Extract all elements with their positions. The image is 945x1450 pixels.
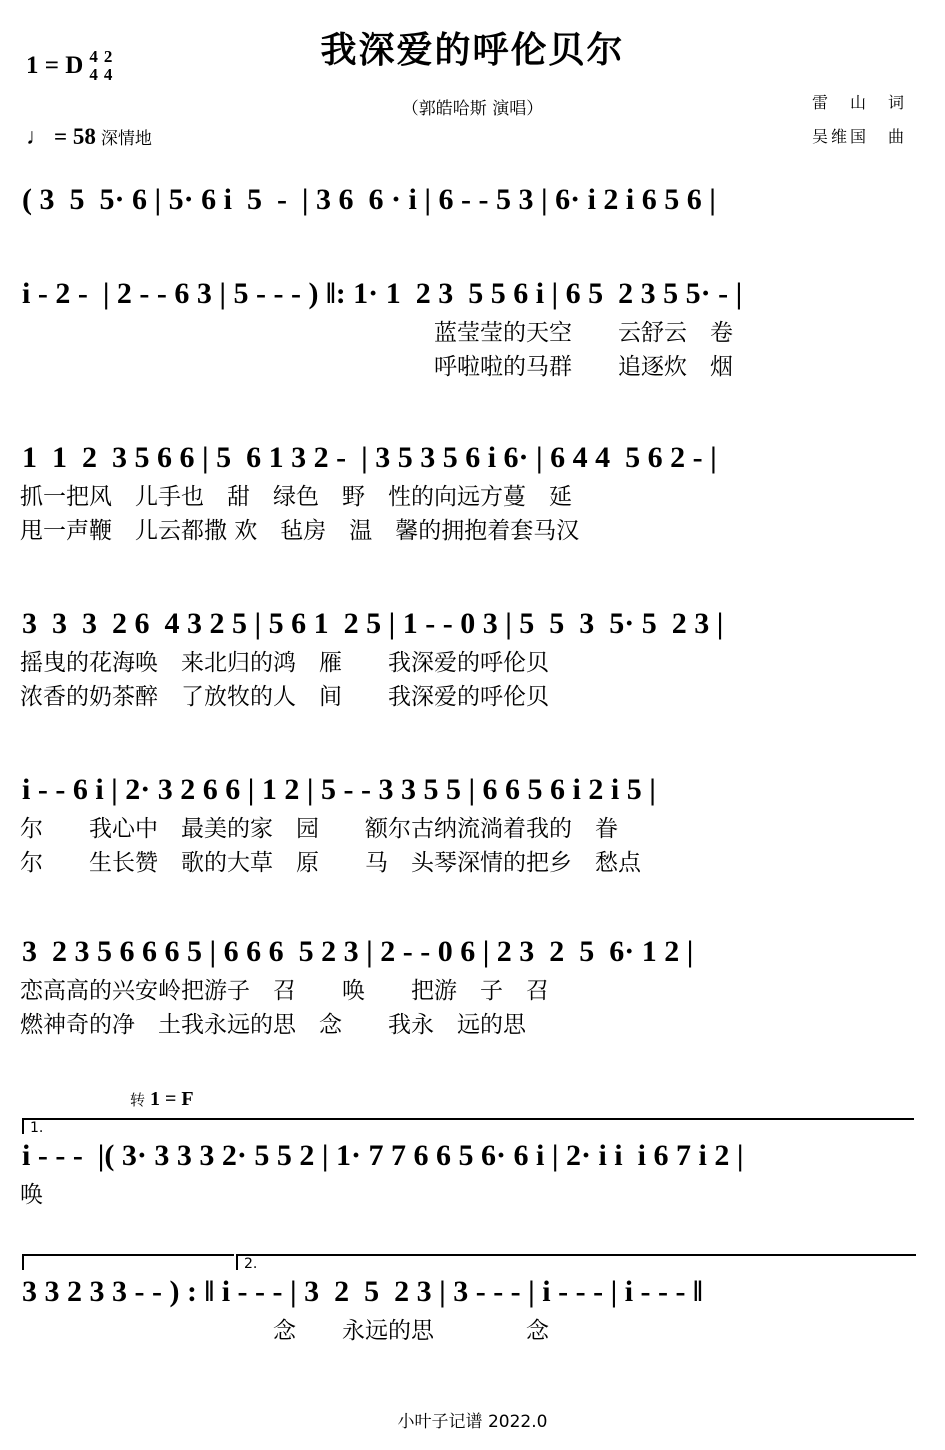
tempo-marking — [26, 124, 152, 150]
lyric-line-1: 摇曳的花海唤 来北归的鸿 雁 我深爱的呼伦贝 — [20, 650, 549, 676]
page-title: 我深爱的呼伦贝尔 — [320, 30, 625, 71]
lyric-line-2: 呼啦啦的马群 追逐炊 烟 — [20, 354, 733, 380]
key-signature — [26, 48, 112, 84]
lyric-line-1: 蓝莹莹的天空 云舒云 卷 — [20, 320, 733, 346]
lyric-line-2: 甩一声鞭 儿云都撒 欢 毡房 温 馨的拥抱着套马汉 — [20, 518, 580, 544]
time-signature-2-numerator: 2 — [103, 47, 113, 66]
quarter-note-icon: ♩ — [26, 124, 49, 149]
system-2 — [0, 272, 945, 384]
singer-credit: （郭皓哈斯 演唱） — [401, 99, 544, 119]
lyric-line-1: 尔 我心中 最美的家 园 额尔古纳流淌着我的 眷 — [20, 816, 618, 842]
lyric-line-2: 尔 生长赞 歌的大草 原 马 头琴深情的把乡 愁点 — [20, 850, 641, 876]
system-8 — [0, 1248, 945, 1348]
notation-line: ( 3 5 5· 6 | 5· 6 i 5 - | 3 6 6 · i | 6 - - 5 3 | 6· i 2 i 6 5 6 | — [22, 183, 716, 216]
modulation-prefix: 转 — [130, 1091, 146, 1109]
modulation-marking — [0, 1086, 945, 1112]
first-ending-bracket — [22, 1118, 914, 1134]
system-6 — [0, 930, 945, 1042]
lyric-line-2: 浓香的奶茶醉 了放牧的人 间 我深爱的呼伦贝 — [20, 684, 549, 710]
lyric-line-2: 燃神奇的净 土我永远的思 念 我永 远的思 — [20, 1012, 526, 1038]
modulation-key: 1 = F — [150, 1088, 194, 1110]
system-7 — [0, 1086, 945, 1212]
time-signature-1 — [89, 48, 98, 84]
first-ending-tail-bracket — [22, 1254, 234, 1270]
notation-line: i - 2 - | 2 - - 6 3 | 5 - - - ) ‖: 1· 1 2 3 5 5 6 i | 6 5 2 3 5 5· - | — [22, 277, 743, 310]
tempo-value: = 58 — [54, 124, 96, 149]
transcriber-credit: 小叶子记谱 2022.0 — [397, 1412, 548, 1432]
time-signature-2-denominator: 4 — [103, 64, 113, 84]
system-4 — [0, 602, 945, 714]
notation-line: 1 1 2 3 5 6 6 | 5 6 1 3 2 - | 3 5 3 5 6 i 6· | 6 4 4 5 6 2 - | — [22, 441, 717, 474]
notation-line: 3 2 3 5 6 6 6 5 | 6 6 6 5 2 3 | 2 - - 0 6 | 2 3 2 5 6· 1 2 | — [22, 935, 694, 968]
lyric-line-1: 唤 — [20, 1182, 43, 1208]
lyricist-credit: 雷 山 词 — [811, 93, 907, 112]
system-5 — [0, 768, 945, 880]
system-3 — [0, 436, 945, 548]
lyric-line-1: 抓一把风 儿手也 甜 绿色 野 性的向远方蔓 延 — [20, 484, 572, 510]
time-signature-1-denominator: 4 — [89, 64, 98, 84]
system-1 — [0, 178, 945, 222]
time-signature-2 — [104, 48, 113, 84]
second-ending-bracket — [236, 1254, 916, 1270]
time-signature-1-numerator: 4 — [89, 47, 98, 66]
key-label: 1 = D — [26, 51, 84, 79]
expression-marking: 深情地 — [100, 129, 152, 149]
notation-line: i - - 6 i | 2· 3 2 6 6 | 1 2 | 5 - - 3 3 5 5 | 6 6 5 6 i 2 i 5 | — [22, 773, 656, 806]
composer-credit: 吴维国 曲 — [811, 126, 907, 146]
lyric-line-1: 念 永远的思 念 — [20, 1318, 549, 1344]
credits — [812, 86, 907, 153]
first-ending-label: 1. — [30, 1120, 44, 1136]
notation-line: 3 3 2 3 3 - - ) : ‖ i - - - | 3 2 5 2 3 | 3 - - - | i - - - | i - - - ‖ — [22, 1275, 703, 1308]
second-ending-label: 2. — [244, 1256, 258, 1272]
notation-line: i - - - |( 3· 3 3 3 2· 5 5 2 | 1· 7 7 6 6 5 6· 6 i | 2· i i i 6 7 i 2 | — [22, 1139, 744, 1172]
lyric-line-1: 恋高高的兴安岭把游子 召 唤 把游 子 召 — [20, 978, 549, 1004]
notation-line: 3 3 3 2 6 4 3 2 5 | 5 6 1 2 5 | 1 - - 0 3 | 5 5 3 5· 5 2 3 | — [22, 607, 724, 640]
